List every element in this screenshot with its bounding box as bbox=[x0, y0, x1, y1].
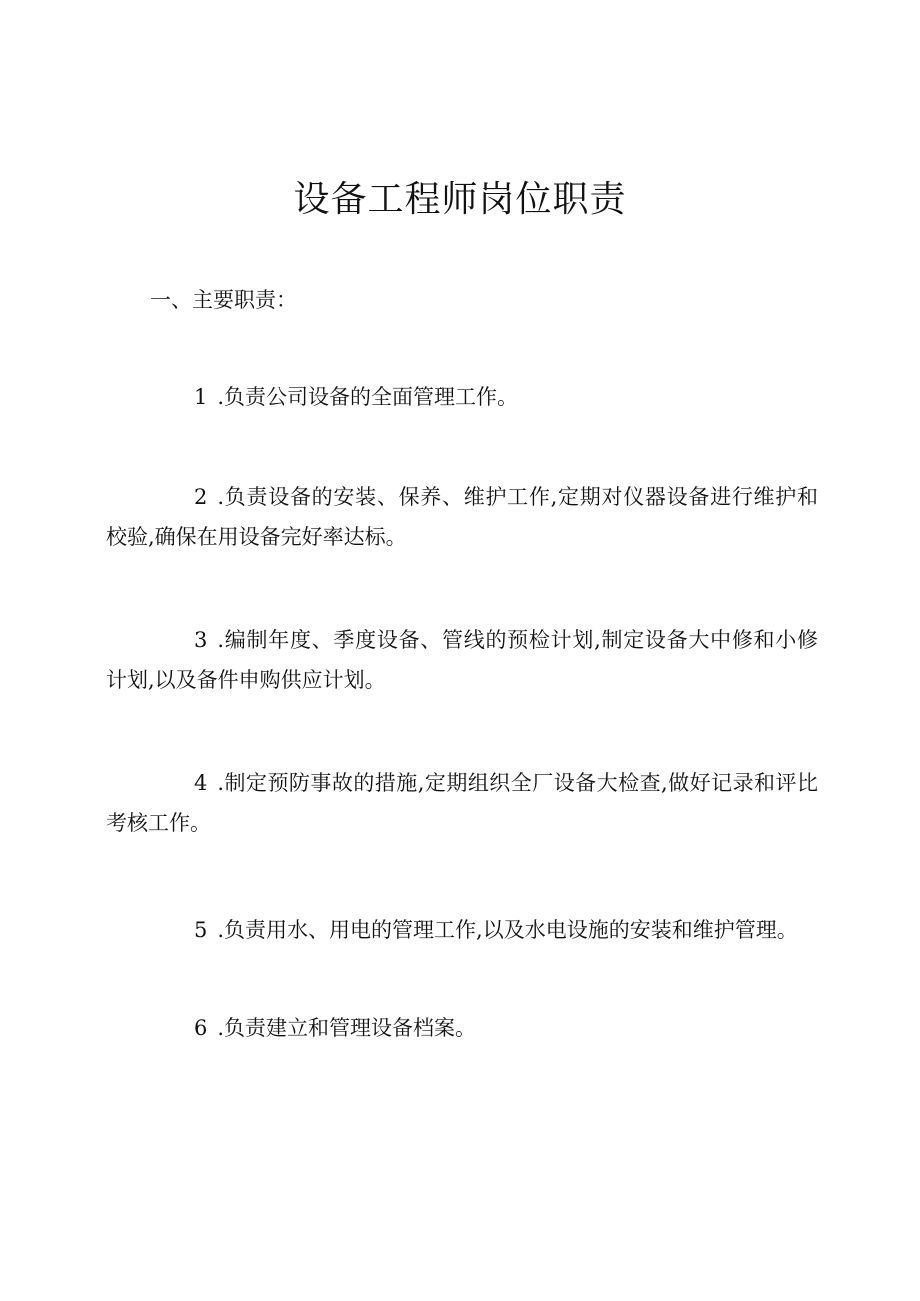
duty-item-number: 2 bbox=[194, 485, 208, 509]
duty-item-2 bbox=[106, 477, 818, 557]
duty-item-text: .编制年度、季度设备、管线的预检计划,制定设备大中修和小修计划,以及备件申购供应计划。 bbox=[106, 628, 818, 692]
duty-item-text: .负责设备的安装、保养、维护工作,定期对仪器设备进行维护和校验,确保在用设备完好率达标。 bbox=[106, 485, 818, 549]
duty-item-4 bbox=[106, 763, 818, 843]
duty-item-text: .负责用水、用电的管理工作,以及水电设施的安装和维护管理。 bbox=[217, 918, 798, 942]
duty-item-number: 5 bbox=[194, 918, 208, 942]
duty-item-3 bbox=[106, 620, 818, 700]
duty-item-6 bbox=[106, 1008, 818, 1048]
duty-item-text: .制定预防事故的措施,定期组织全厂设备大检查,做好记录和评比考核工作。 bbox=[106, 771, 818, 835]
duty-item-5 bbox=[106, 910, 818, 950]
duty-item-number: 1 bbox=[194, 385, 208, 409]
duty-item-text: .负责建立和管理设备档案。 bbox=[217, 1016, 477, 1040]
duty-item-number: 3 bbox=[194, 628, 208, 652]
duty-item-1 bbox=[106, 377, 818, 417]
duty-item-number: 6 bbox=[194, 1016, 208, 1040]
duty-item-text: .负责公司设备的全面管理工作。 bbox=[217, 385, 519, 409]
page-title: 设备工程师岗位职责 bbox=[293, 179, 627, 220]
duty-item-number: 4 bbox=[194, 771, 208, 795]
section-heading: 一、主要职责： bbox=[150, 288, 297, 312]
